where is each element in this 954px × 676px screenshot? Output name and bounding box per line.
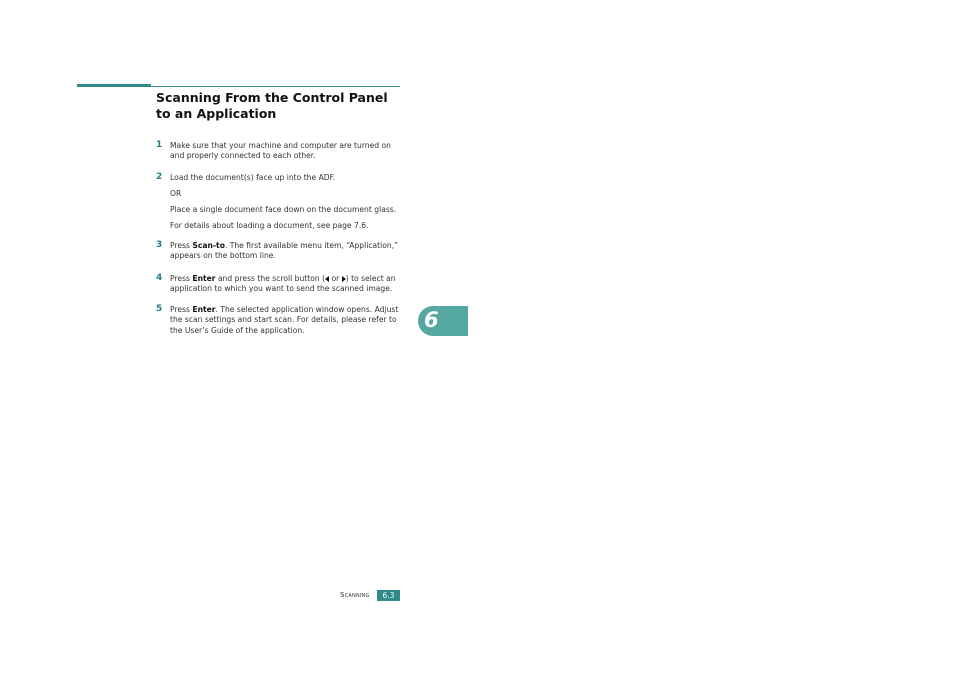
step-number: 5 bbox=[156, 304, 163, 314]
step-text: Press Scan-to. The first available menu item, “Application,” appears on the bottom line. bbox=[170, 241, 399, 261]
step-number: 4 bbox=[156, 273, 163, 283]
step-1 bbox=[156, 141, 402, 162]
chapter-tab bbox=[418, 306, 468, 336]
key-name: Scan-to bbox=[192, 241, 225, 250]
step-number: 1 bbox=[156, 140, 163, 150]
step-3 bbox=[156, 241, 402, 262]
step-2-alternative: Place a single document face down on the document glass. bbox=[170, 205, 397, 214]
step-number: 3 bbox=[156, 240, 163, 250]
step-number: 2 bbox=[156, 172, 163, 182]
step-text: Press Enter and press the scroll button ( or ) to select an application to which you want to send the scanned image. bbox=[170, 274, 396, 294]
header-rule-thin bbox=[151, 86, 400, 87]
step-4 bbox=[156, 274, 402, 295]
section-heading: Scanning From the Control Panel to an Application bbox=[156, 90, 388, 121]
step-2-details: For details about loading a document, see page 7.6. bbox=[170, 221, 369, 230]
step-text: Make sure that your machine and computer are turned on and properly connected to each other. bbox=[170, 141, 391, 161]
header-rule-thick bbox=[77, 84, 151, 87]
step-5 bbox=[156, 305, 402, 336]
step-text: Press Enter. The selected application window opens. Adjust the scan settings and start scan. For details, please refer to the User’s Guide of the application. bbox=[170, 305, 399, 335]
step-2 bbox=[156, 173, 402, 183]
key-name: Enter bbox=[192, 274, 216, 283]
key-name: Enter bbox=[192, 305, 216, 314]
chapter-number: 6 bbox=[424, 308, 439, 332]
footer-page-number: 6.3 bbox=[377, 590, 400, 601]
footer-section-label: Scanning bbox=[340, 591, 370, 599]
step-text: Load the document(s) face up into the ADF. bbox=[170, 173, 336, 182]
step-2-or: OR bbox=[170, 189, 182, 198]
